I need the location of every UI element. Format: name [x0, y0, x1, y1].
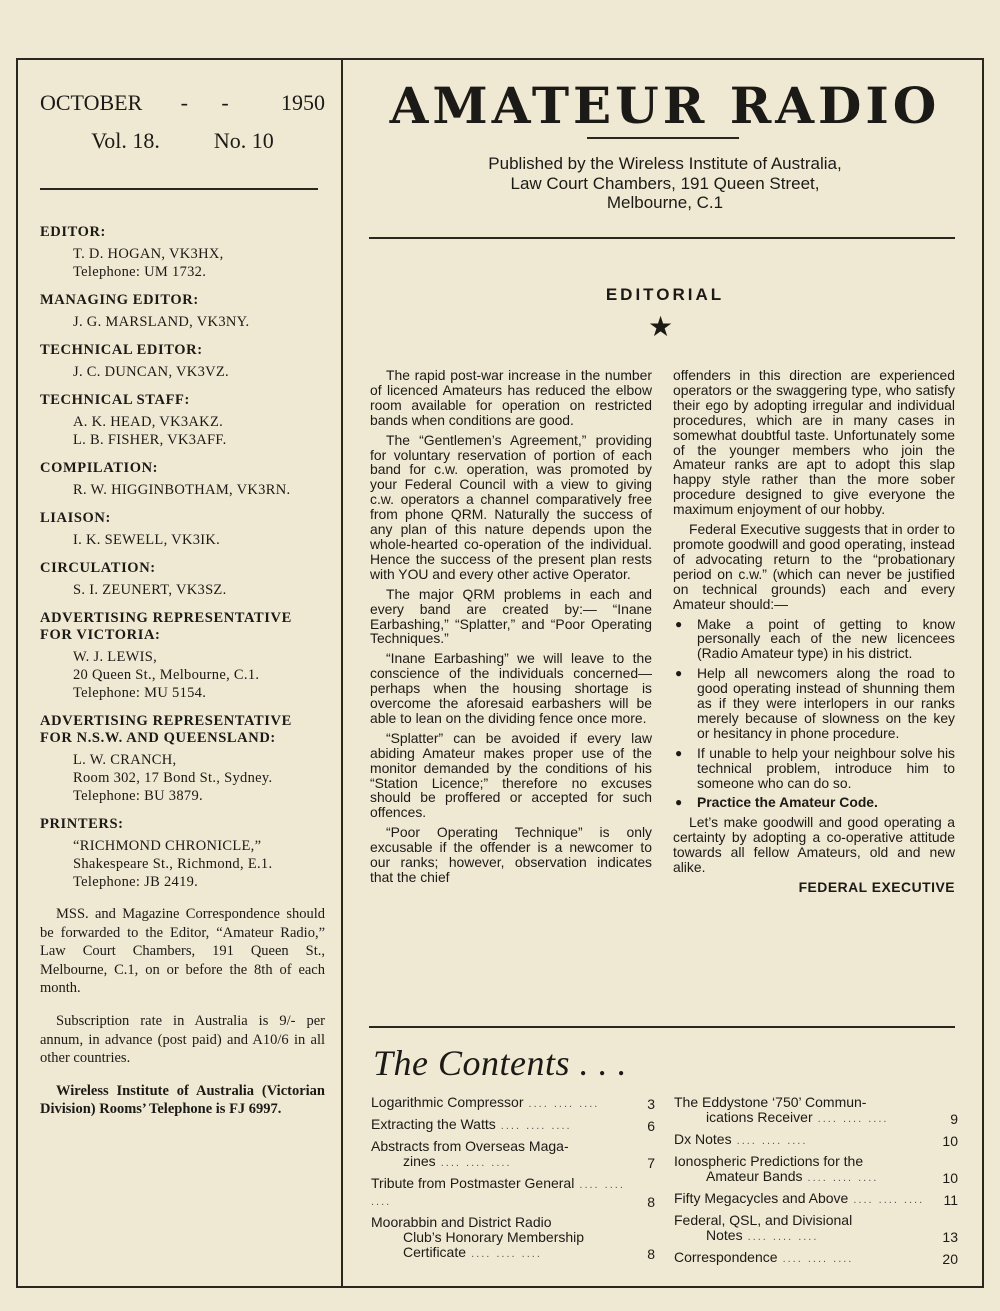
staff-role: CIRCULATION: — [40, 560, 156, 576]
staff-entry — [40, 292, 325, 331]
contents-entry — [371, 1215, 655, 1262]
leader-dots: .... .... .... — [777, 1253, 854, 1265]
publisher-line: Melbourne, C.1 — [606, 193, 724, 212]
contents-entry-text — [674, 1095, 930, 1127]
bullet-item: ● Make a point of getting to know personally each of the new licencees (Radio Amateur type) in his district. — [673, 617, 955, 662]
contents-entry — [674, 1132, 958, 1149]
contents-page-number: 7 — [647, 1155, 655, 1171]
staff-detail: L. W. CRANCH, — [73, 752, 177, 768]
bullet-item: ● Help all newcomers along the road to good operating instead of shunning them as if they were interlopers in our ranks merely because of slowness on the key or hesitancy in phone procedure. — [673, 666, 955, 741]
editorial-paragraph: Let’s make goodwill and good operating a certainty by adopting a co-operative attitude towards all fellow Amateurs, old and new alike. — [673, 814, 955, 876]
staff-column — [40, 90, 325, 1119]
contents-page-number: 6 — [647, 1118, 655, 1134]
header-rule — [369, 237, 955, 239]
issue-month: OCTOBER — [40, 90, 143, 115]
contents-page-number: 20 — [942, 1251, 958, 1267]
staff-entry — [40, 816, 325, 891]
contents-entry-continuation: Club’s Honorary Membership Certificate .... .... .... — [403, 1229, 585, 1260]
masthead-rule — [587, 137, 739, 139]
contents-entry-text — [674, 1154, 930, 1186]
publisher-info — [366, 154, 964, 213]
leader-dots: .... .... .... — [812, 1113, 889, 1125]
editorial-paragraph: The rapid post-war increase in the number of licenced Amateurs has reduced the elbow room available for operation on restricted bands when conditions are good. — [370, 367, 652, 428]
editorial-paragraph: The “Gentlemen’s Agreement,” providing for voluntary reservation of portion of each band for c.w. operation, was promoted by your Federal Council with a view to giving c.w. operators a channel comparatively free from phone QRM. Naturally the success of any plan of this nature depends upon the whole-hearted co-operation of the individual. Hence the success of the present plan rests with YOU and every other active Operator. — [370, 431, 652, 582]
staff-detail: J. G. MARSLAND, VK3NY. — [73, 314, 250, 330]
star-icon: ★ — [648, 312, 674, 343]
staff-detail: 20 Queen St., Melbourne, C.1. — [73, 667, 260, 683]
staff-entry — [40, 560, 325, 599]
issue-dashes: - - — [180, 90, 243, 115]
contents-entry — [674, 1250, 958, 1267]
contents-entry — [674, 1095, 958, 1127]
editorial-paragraph: “Poor Operating Technique” is only excusable if the offender is a newcomer to our ranks; however, observation indicates that the chief — [370, 824, 652, 885]
telephone-note: Wireless Institute of Australia (Victorian Division) Rooms’ Telephone is FJ 6997. — [40, 1082, 325, 1118]
staff-detail: I. K. SEWELL, VK3IK. — [73, 532, 221, 548]
staff-list — [40, 224, 325, 891]
editorial-paragraph: “Splatter” can be avoided if every law abiding Amateur makes proper use of the monitor demanded by the conditions of his “Station Licence;” therefore no excuses should be proffered or accepted for such offences. — [370, 729, 652, 821]
contents-entry-text — [371, 1117, 627, 1134]
number-label: No. 10 — [213, 128, 274, 153]
leader-dots: .... .... .... — [466, 1248, 542, 1260]
staff-entry — [40, 342, 325, 381]
contents-entry-text — [371, 1095, 627, 1112]
contents-page-number: 10 — [942, 1133, 958, 1149]
staff-detail: Shakespeare St., Richmond, E.1. — [73, 856, 273, 872]
contents-entry-continuation: Amateur Bands .... .... .... — [706, 1168, 879, 1184]
contents-entry-title: Correspondence .... .... .... — [674, 1249, 854, 1265]
staff-detail: “RICHMOND CHRONICLE,” — [73, 838, 262, 854]
staff-role: COMPILATION: — [40, 460, 159, 476]
contents-page-number: 10 — [942, 1170, 958, 1186]
contents-entry-title: Extracting the Watts .... .... .... — [371, 1116, 572, 1132]
contents-entry — [371, 1139, 655, 1171]
contents-entry-continuation: ications Receiver .... .... .... — [706, 1109, 889, 1125]
staff-detail: S. I. ZEUNERT, VK3SZ. — [73, 582, 227, 598]
contents-entry-text — [674, 1132, 930, 1149]
issue-date — [40, 90, 325, 116]
correspondence-note: MSS. and Magazine Correspondence should be forwarded to the Editor, “Amateur Radio,” Law Court Chambers, 191 Queen St., Melbourne, C.1, on or before the 8th of each month. — [40, 906, 325, 997]
staff-role: ADVERTISING REPRESENTATIVE FOR VICTORIA: — [40, 610, 292, 643]
contents-column-1 — [371, 1095, 655, 1267]
contents-entry-text — [674, 1191, 930, 1208]
contents-title: The Contents . . . — [373, 1043, 628, 1083]
contents-entry-title: Ionospheric Predictions for the — [674, 1153, 864, 1169]
editorial-paragraph: “Inane Earbashing” we will leave to the conscience of the individuals concerned—perhaps when the housing shortage is overcome the aforesaid earbashers will be able to lean on the dividing fence once more. — [370, 650, 652, 726]
contents-entry-text — [674, 1213, 930, 1245]
leader-dots: .... .... .... — [731, 1135, 808, 1147]
contents-page-number: 3 — [647, 1096, 655, 1112]
contents-entry-text — [371, 1176, 627, 1210]
contents-page-number: 8 — [647, 1246, 655, 1262]
leader-dots: .... .... .... — [371, 1179, 625, 1208]
contents-rule — [369, 1026, 955, 1028]
editorial-column-1 — [370, 368, 652, 890]
contents-page-number: 11 — [943, 1192, 958, 1208]
contents-entry-text — [371, 1139, 627, 1171]
leader-dots: .... .... .... — [742, 1231, 819, 1243]
editorial-signature: FEDERAL EXECUTIVE — [798, 879, 955, 895]
staff-detail: R. W. HIGGINBOTHAM, VK3RN. — [73, 482, 291, 498]
subscription-note: Subscription rate in Australia is 9/- per annum, in advance (post paid) and A10/6 in all other countries. — [40, 1012, 325, 1067]
contents-page-number: 13 — [942, 1229, 958, 1245]
staff-entry — [40, 510, 325, 549]
contents-entry — [371, 1095, 655, 1112]
contents-entry-title: Dx Notes .... .... .... — [674, 1131, 808, 1147]
staff-detail: W. J. LEWIS, — [73, 649, 158, 665]
contents-entry-continuation: zines .... .... .... — [403, 1153, 512, 1169]
staff-detail: Telephone: UM 1732. — [73, 264, 207, 280]
contents-entry-text — [674, 1250, 930, 1267]
issue-volume — [40, 128, 325, 154]
staff-role: PRINTERS: — [40, 816, 124, 832]
editorial-paragraph: offenders in this direction are experienced operators or the swaggering type, who satisfy their ego by adopting irregular and individual procedures, which are in many cases in somewhat doubtful taste. Unfortunately some of the younger members who join the Amateur ranks are apt to adopt this slap happy style rather than the more sober procedure designed to give everyone the maximum enjoyment of our hobby. — [673, 367, 955, 518]
editorial-bullets — [673, 617, 955, 811]
contents-entry-title: Federal, QSL, and Divisional — [674, 1212, 853, 1228]
staff-detail: J. C. DUNCAN, VK3VZ. — [73, 364, 229, 380]
staff-entry — [40, 713, 325, 805]
publisher-line: Published by the Wireless Institute of Australia, — [488, 154, 842, 173]
staff-detail: A. K. HEAD, VK3AKZ. — [73, 414, 224, 430]
bullet-item: ● If unable to help your neighbour solve his technical problem, introduce him to someone who can do so. — [673, 746, 955, 791]
contents-entry-title: Logarithmic Compressor .... .... .... — [371, 1094, 600, 1110]
contents-entry — [674, 1191, 958, 1208]
contents-entry-title: Abstracts from Overseas Maga- — [371, 1138, 569, 1154]
staff-role: TECHNICAL EDITOR: — [40, 342, 203, 358]
staff-role: LIAISON: — [40, 510, 111, 526]
contents-entry — [674, 1213, 958, 1245]
contents-entry — [371, 1176, 655, 1210]
contents-entry — [674, 1154, 958, 1186]
staff-entry — [40, 610, 325, 702]
contents-entry-continuation: Notes .... .... .... — [706, 1227, 819, 1243]
editorial-paragraph: Federal Executive suggests that in order to promote goodwill and good operating, instead of advocating return to the “probationary period on c.w.” (which can never be justified on technical grounds) each and every Amateur should:— — [673, 521, 955, 612]
publisher-line: Law Court Chambers, 191 Queen Street, — [510, 173, 820, 193]
bullet-item: ● Practice the Amateur Code. — [673, 795, 955, 810]
staff-entry — [40, 392, 325, 449]
issue-year: 1950 — [281, 90, 325, 115]
contents-column-2 — [674, 1095, 958, 1272]
masthead-title: AMATEUR RADIO — [389, 76, 941, 135]
staff-detail: Telephone: JB 2419. — [73, 874, 199, 890]
contents-page-number: 9 — [950, 1111, 958, 1127]
staff-entry — [40, 460, 325, 499]
staff-role: MANAGING EDITOR: — [40, 292, 199, 308]
leader-dots: .... .... .... — [848, 1194, 925, 1206]
staff-role: ADVERTISING REPRESENTATIVE FOR N.S.W. AND QUEENSLAND: — [40, 713, 292, 746]
staff-detail: T. D. HOGAN, VK3HX, — [73, 246, 224, 262]
staff-role: EDITOR: — [40, 224, 106, 240]
contents-entry-title: Fifty Megacycles and Above .... .... .... — [674, 1190, 925, 1206]
left-rule — [40, 188, 318, 190]
staff-entry — [40, 224, 325, 281]
contents-entry — [371, 1117, 655, 1134]
contents-entry-title: The Eddystone ‘750’ Commun- — [674, 1094, 867, 1110]
contents-entry-text — [371, 1215, 627, 1262]
leader-dots: .... .... .... — [523, 1098, 600, 1110]
leader-dots: .... .... .... — [435, 1157, 512, 1169]
staff-detail: Telephone: MU 5154. — [73, 685, 207, 701]
editorial-column-2 — [673, 368, 955, 895]
volume-label: Vol. 18. — [91, 128, 160, 153]
staff-detail: Telephone: BU 3879. — [73, 788, 203, 804]
editorial-paragraph: The major QRM problems in each and every band are created by:— “Inane Earbashing,” “Splatter,” and “Poor Operating Techniques.” — [370, 585, 652, 647]
editorial-heading: EDITORIAL — [605, 285, 725, 304]
staff-detail: L. B. FISHER, VK3AFF. — [73, 432, 227, 448]
staff-detail: Room 302, 17 Bond St., Sydney. — [73, 770, 273, 786]
leader-dots: .... .... .... — [495, 1120, 572, 1132]
contents-entry-title: Moorabbin and District Radio — [371, 1214, 552, 1230]
staff-role: TECHNICAL STAFF: — [40, 392, 190, 408]
leader-dots: .... .... .... — [802, 1172, 879, 1184]
contents-page-number: 8 — [647, 1194, 655, 1210]
contents-entry-title: Tribute from Postmaster General .... .... .... — [371, 1175, 625, 1208]
column-divider — [341, 58, 343, 1288]
